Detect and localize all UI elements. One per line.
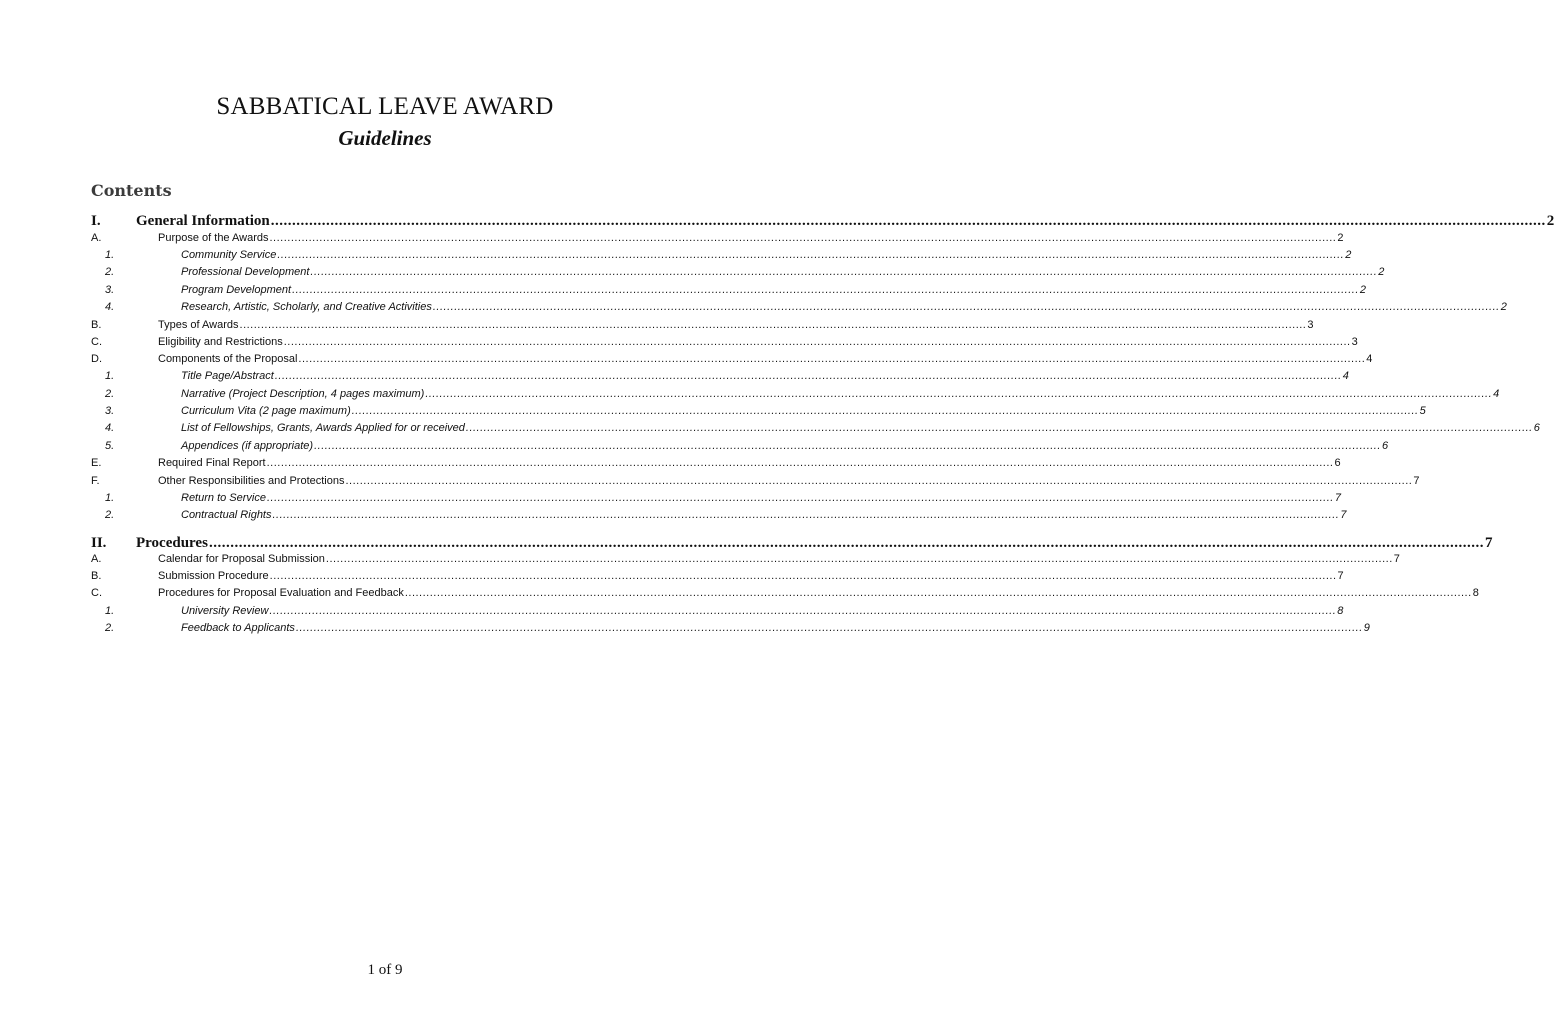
toc-entry-number: C. [91,336,102,348]
toc-page-number: 7 [1393,553,1400,565]
toc-entry-number: I. [91,213,101,229]
toc-entry-number: 2. [105,266,115,278]
toc-dot-leader: ............................................................................................................................................................................................................................................................................................................ [272,509,1340,521]
toc-entry-number: 2. [105,388,115,400]
toc-entry[interactable] [0,492,1341,509]
toc-entry-body [158,336,1358,348]
toc-entry[interactable] [0,232,1344,249]
toc-entry-body [136,535,1493,552]
toc-dot-leader: ............................................................................................................................................................................................................................................................................................................ [292,284,1359,296]
toc-dot-leader: ............................................................................................................................................................................................................................................................................................................ [325,553,1393,565]
toc-entry-label: Submission Procedure [158,570,269,582]
toc-entry-label: Research, Artistic, Scholarly, and Creative Activities [181,301,432,313]
toc-entry[interactable] [0,440,1389,457]
toc-entry-body [158,570,1344,582]
toc-entry-body [181,301,1507,313]
toc-entry-number: A. [91,232,102,244]
toc-dot-leader: ............................................................................................................................................................................................................................................................................................................ [270,213,1546,229]
toc-dot-leader: ............................................................................................................................................................................................................................................................................................................ [208,535,1484,551]
toc-entry[interactable] [0,266,1385,283]
toc-entry-label: Community Service [181,249,277,261]
page-footer: 1 of 9 [367,962,403,978]
toc-entry-label: List of Fellowships, Grants, Awards Applied for or received [181,422,465,434]
toc-entry-number: II. [91,535,107,551]
toc-entry-body [158,553,1400,565]
toc-entry[interactable] [0,422,1540,439]
toc-dot-leader: ............................................................................................................................................................................................................................................................................................................ [277,249,1345,261]
toc-entry[interactable] [0,213,1554,230]
toc-entry-number: C. [91,587,102,599]
toc-entry-label: Types of Awards [158,319,239,331]
toc-page-number: 2 [1378,266,1385,278]
toc-entry-number: D. [91,353,102,365]
toc-page-number: 2 [1546,213,1554,229]
toc-entry-label: Return to Service [181,492,266,504]
toc-dot-leader: ............................................................................................................................................................................................................................................................................................................ [351,405,1419,417]
toc-entry[interactable] [0,249,1352,266]
toc-entry-label: General Information [136,213,270,229]
toc-entry-label: Title Page/Abstract [181,370,274,382]
toc-entry-body [181,370,1349,382]
toc-page-number: 4 [1493,388,1500,400]
toc-page-number: 2 [1359,284,1367,296]
toc-entry[interactable] [0,388,1500,405]
toc-dot-leader: ............................................................................................................................................................................................................................................................................................................ [425,388,1493,400]
toc-entry-body [181,440,1389,452]
toc-page-number: 3 [1307,319,1314,331]
toc-entry[interactable] [0,475,1420,492]
toc-entry-number: 4. [105,301,115,313]
toc-entry-number: E. [91,457,102,469]
toc-page-number: 7 [1337,570,1344,582]
toc-entry[interactable] [0,535,1493,552]
toc-entry[interactable] [0,301,1507,318]
toc-entry-number: 2. [105,509,115,521]
toc-dot-leader: ............................................................................................................................................................................................................................................................................................................ [283,336,1351,348]
toc-dot-leader: ............................................................................................................................................................................................................................................................................................................ [465,422,1533,434]
toc-entry-body [181,605,1344,617]
toc-entry-number: 4. [105,422,115,434]
toc-dot-leader: ............................................................................................................................................................................................................................................................................................................ [314,440,1381,452]
contents-heading: Contents [91,181,172,200]
toc-entry-body [158,353,1373,365]
toc-entry-number: B. [91,319,102,331]
toc-entry-number: 1. [105,605,115,617]
toc-page-number: 6 [1533,422,1540,434]
toc-dot-leader: ............................................................................................................................................................................................................................................................................................................ [404,587,1472,599]
toc-entry-label: Calendar for Proposal Submission [158,553,325,565]
toc-entry[interactable] [0,457,1341,474]
toc-entry[interactable] [0,405,1426,422]
toc-dot-leader: ............................................................................................................................................................................................................................................................................................................ [310,266,1378,278]
toc-entry[interactable] [0,570,1344,587]
toc-dot-leader: ............................................................................................................................................................................................................................................................................................................ [269,232,1337,244]
toc-dot-leader: ............................................................................................................................................................................................................................................................................................................ [269,570,1337,582]
toc-entry[interactable] [0,587,1479,604]
toc-entry-body [181,405,1426,417]
toc-page-number: 9 [1363,622,1370,634]
toc-dot-leader: ............................................................................................................................................................................................................................................................................................................ [298,353,1366,365]
toc-entry-label: Program Development [181,284,292,296]
toc-entry-body [158,457,1341,469]
toc-entry-number: 1. [105,370,115,382]
toc-entry-label: Narrative (Project Description, 4 pages maximum) [181,388,425,400]
toc-entry[interactable] [0,319,1314,336]
toc-entry-label: Procedures for Proposal Evaluation and Feedback [158,587,404,599]
toc-entry-label: Procedures [136,535,208,551]
toc-dot-leader: ............................................................................................................................................................................................................................................................................................................ [269,605,1337,617]
toc-entry-body [158,475,1420,487]
toc-page-number: 2 [1337,232,1344,244]
toc-entry-label: Professional Development [181,266,310,278]
toc-entry-number: 3. [105,284,115,296]
toc-page-number: 7 [1484,535,1493,551]
toc-entry-number: A. [91,553,102,565]
toc-entry[interactable] [0,370,1349,387]
toc-entry-label: Feedback to Applicants [181,622,295,634]
toc-page-number: 7 [1413,475,1420,487]
toc-entry[interactable] [0,553,1400,570]
toc-entry-number: 1. [105,249,115,261]
toc-entry-number: 1. [105,492,115,504]
toc-entry-label: Required Final Report [158,457,266,469]
document-title: SABBATICAL LEAVE AWARD [216,93,554,120]
toc-entry-label: Curriculum Vita (2 page maximum) [181,405,351,417]
toc-page-number: 2 [1500,301,1507,313]
toc-dot-leader: ............................................................................................................................................................................................................................................................................................................ [239,319,1307,331]
toc-entry[interactable] [0,353,1373,370]
toc-dot-leader: ............................................................................................................................................................................................................................................................................................................ [274,370,1342,382]
toc-dot-leader: ............................................................................................................................................................................................................................................................................................................ [345,475,1413,487]
toc-entry-body [158,587,1479,599]
toc-dot-leader: ............................................................................................................................................................................................................................................................................................................ [432,301,1500,313]
toc-page-number: 4 [1366,353,1373,365]
toc-entry-label: Contractual Rights [181,509,272,521]
toc-entry-body [181,509,1347,521]
toc-entry[interactable] [0,509,1347,526]
toc-page-number: 4 [1342,370,1349,382]
toc-entry-body [181,249,1352,261]
toc-entry-body [181,266,1385,278]
toc-entry-number: F. [91,475,100,487]
toc-entry-body [158,319,1314,331]
toc-entry-body [136,213,1554,230]
toc-entry-number: 5. [105,440,115,452]
toc-entry-label: Other Responsibilities and Protections [158,475,345,487]
toc-entry-label: Appendices (if appropriate) [181,440,314,452]
toc-entry[interactable] [0,622,1370,639]
document-subtitle: Guidelines [338,126,432,150]
toc-entry-number: 2. [105,622,115,634]
toc-entry-body [158,232,1344,244]
toc-page-number: 6 [1334,457,1341,469]
toc-entry[interactable] [0,284,1367,301]
toc-entry-body [181,284,1367,296]
toc-dot-leader: ............................................................................................................................................................................................................................................................................................................ [266,492,1334,504]
toc-page-number: 6 [1381,440,1389,452]
toc-entry-body [181,492,1341,504]
toc-entry-label: University Review [181,605,269,617]
toc-page-number: 8 [1337,605,1344,617]
toc-entry-label: Components of the Proposal [158,353,298,365]
toc-page-number: 3 [1351,336,1358,348]
toc-entry-body [181,622,1370,634]
toc-page-number: 2 [1345,249,1352,261]
toc-entry-body [181,422,1540,434]
toc-page-number: 5 [1419,405,1426,417]
toc-page-number: 7 [1334,492,1341,504]
toc-entry[interactable] [0,336,1358,353]
toc-entry-number: B. [91,570,102,582]
toc-page-number: 7 [1340,509,1347,521]
toc-entry-body [181,388,1500,400]
toc-entry-label: Purpose of the Awards [158,232,269,244]
toc-entry-number: 3. [105,405,115,417]
toc-dot-leader: ............................................................................................................................................................................................................................................................................................................ [266,457,1334,469]
toc-entry-label: Eligibility and Restrictions [158,336,283,348]
toc-page-number: 8 [1472,587,1479,599]
toc-entry[interactable] [0,605,1344,622]
toc-dot-leader: ............................................................................................................................................................................................................................................................................................................ [295,622,1363,634]
